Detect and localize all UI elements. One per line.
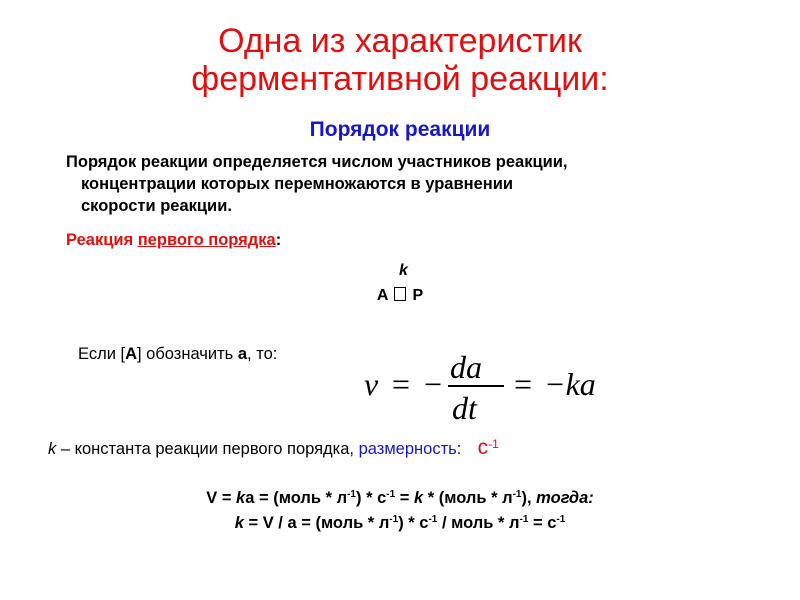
formula-v: v: [364, 366, 379, 402]
constant-description: [48, 436, 499, 460]
eq2-exp3: -1: [519, 514, 529, 525]
eq2-exp2: -1: [428, 514, 438, 525]
reaction-label-underlined: первого порядка: [137, 231, 276, 249]
eq1-exp2: -1: [386, 489, 396, 500]
const-unit: [466, 436, 499, 459]
if-text-1: Если [: [78, 345, 126, 363]
reactant: А: [376, 287, 389, 304]
arrow-placeholder-icon: [394, 287, 406, 301]
eq1-k: k: [236, 489, 246, 507]
formula-rhs: −ka: [544, 366, 596, 402]
eq1-exp1: -1: [347, 489, 356, 500]
eq2-exp1: -1: [389, 514, 399, 525]
definition-line-3: скорости реакции.: [81, 197, 232, 215]
eq1-exp3: -1: [512, 489, 522, 500]
const-k: k: [48, 440, 57, 458]
rate-formula: [362, 347, 622, 423]
eq2-k: k: [234, 514, 244, 532]
eq1-star: *: [325, 489, 332, 507]
eq2-b: ) * с: [398, 514, 429, 532]
if-bold-1: А: [125, 345, 138, 363]
eq2-a: = V / a = (моль * л: [243, 514, 390, 532]
reaction-label-prefix: Реакция: [66, 231, 138, 249]
const-dimension-label: размерность: [358, 440, 457, 458]
eq1-g: ),: [521, 489, 537, 507]
const-text: – константа реакции первого порядка,: [56, 440, 359, 458]
title-line-2: ферментативной реакции:: [191, 60, 609, 98]
eq1-b: a = (моль: [245, 489, 326, 507]
eq2-exp4: -1: [556, 514, 566, 525]
units-equation-2: [0, 514, 800, 533]
formula-denominator: dt: [452, 390, 477, 423]
eq1-a: V =: [206, 489, 237, 507]
formula-numerator: da: [450, 349, 482, 385]
if-text-3: , то:: [247, 345, 278, 363]
eq1-e: =: [395, 489, 414, 507]
eq2-d: = с: [528, 514, 557, 532]
eq1-c: л: [332, 489, 348, 507]
formula-equals-2: =: [514, 366, 533, 402]
eq2-c: / моль * л: [437, 514, 520, 532]
if-bold-2: а: [237, 345, 248, 363]
eq1-then: тогда:: [536, 489, 594, 507]
reaction-label-colon: :: [275, 231, 282, 249]
if-text-2: ] обозначить: [137, 345, 238, 363]
eq1-d: ) * с: [355, 489, 387, 507]
eq1-f: * (моль * л: [423, 489, 513, 507]
const-colon: :: [456, 440, 462, 458]
section-subtitle: Порядок реакции: [309, 118, 491, 141]
reaction-scheme: [0, 287, 800, 305]
definition-line-1: Порядок реакции определяется числом участников реакции,: [66, 153, 568, 171]
rate-constant-label: k: [399, 262, 408, 279]
definition-line-2: концентрации которых перемножаются в уравнении: [81, 175, 514, 193]
if-line: [78, 345, 277, 364]
formula-equals-1: =: [392, 366, 411, 402]
unit-exp: -1: [488, 437, 499, 451]
unit-base: с: [477, 436, 489, 459]
eq1-k2: k: [413, 489, 424, 507]
product: Р: [412, 287, 424, 304]
definition-paragraph: [66, 151, 766, 217]
reaction-order-label: [66, 231, 281, 250]
title-line-1: Одна из характеристик: [218, 22, 582, 60]
units-equation-1: [0, 489, 800, 508]
formula-minus: −: [424, 366, 443, 402]
slide-title: [0, 22, 800, 98]
